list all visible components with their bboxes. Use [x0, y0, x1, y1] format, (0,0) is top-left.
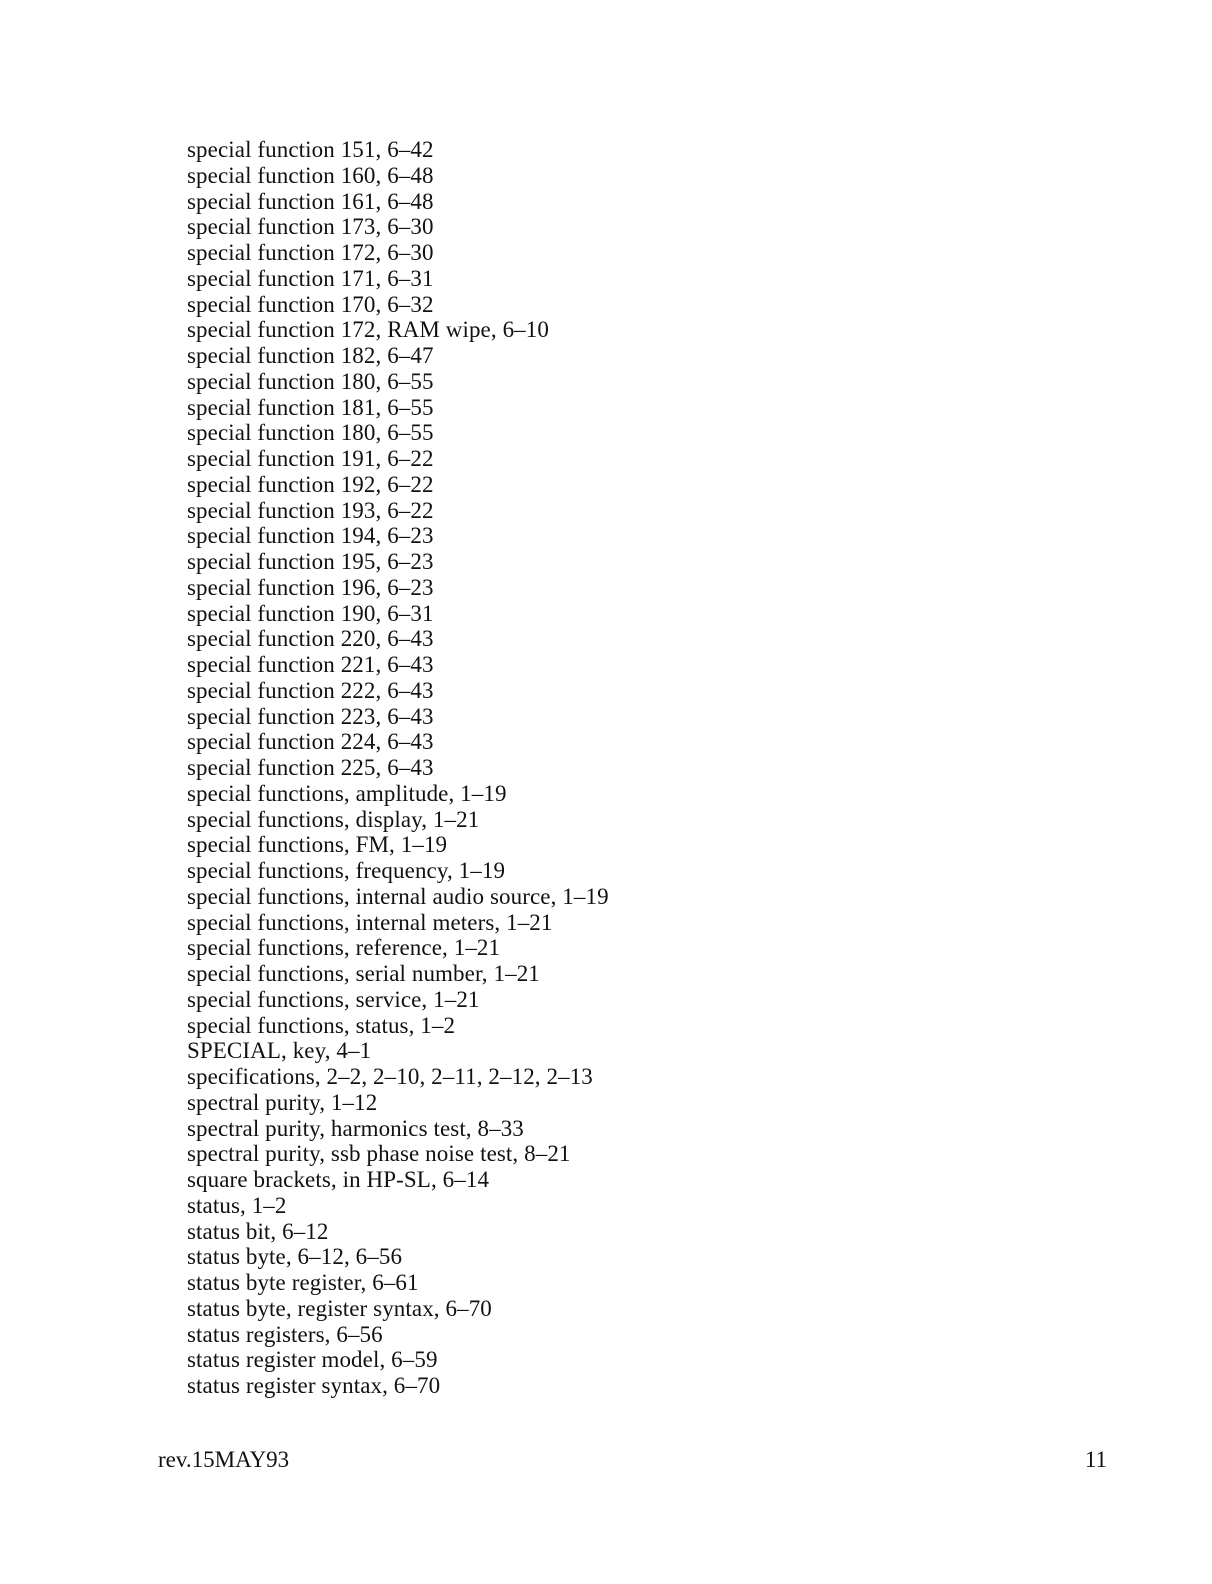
index-entry: SPECIAL, key, 4–1	[187, 1038, 372, 1064]
index-entry: special function 196, 6–23	[187, 574, 434, 600]
index-entry: spectral purity, 1–12	[187, 1089, 378, 1115]
index-entry: special function 193, 6–22	[187, 497, 434, 523]
index-entry: status byte, 6–12, 6–56	[187, 1244, 403, 1270]
index-entry: special function 222, 6–43	[187, 677, 434, 703]
index-entry: status byte register, 6–61	[187, 1270, 419, 1295]
index-entry: special function 224, 6–43	[187, 729, 434, 755]
index-entry: special functions, amplitude, 1–19	[187, 780, 507, 806]
index-entry: special function 225, 6–43	[187, 755, 434, 780]
index-entry: special function 191, 6–22	[187, 446, 434, 471]
index-entry: special function 180, 6–55	[187, 368, 434, 394]
index-entry: special function 151, 6–42	[187, 137, 434, 162]
index-entry: special function 181, 6–55	[187, 394, 434, 420]
index-entry: special function 194, 6–23	[187, 523, 434, 549]
index-entry: special functions, internal audio source, 1–19	[187, 883, 609, 909]
index-entry: special functions, internal meters, 1–21	[187, 909, 553, 935]
index-entry: special function 221, 6–43	[187, 652, 434, 677]
index-entry: status registers, 6–56	[187, 1321, 383, 1347]
revision-label: rev.15MAY93	[158, 1447, 290, 1472]
index-entry: special functions, service, 1–21	[187, 986, 480, 1012]
index-entry: special functions, serial number, 1–21	[187, 961, 540, 986]
index-entry: special function 171, 6–31	[187, 265, 434, 291]
index-entry: special function 173, 6–30	[187, 214, 434, 240]
index-entry: special functions, status, 1–2	[187, 1012, 456, 1038]
index-entry: special function 220, 6–43	[187, 626, 434, 652]
index-entry: status bit, 6–12	[187, 1218, 329, 1244]
index-entry: special function 160, 6–48	[187, 162, 434, 188]
index-entry: special function 223, 6–43	[187, 703, 434, 729]
index-entry: special function 172, RAM wipe, 6–10	[187, 317, 549, 343]
index-entry: square brackets, in HP-SL, 6–14	[187, 1167, 490, 1192]
index-entry: special function 161, 6–48	[187, 188, 434, 214]
index-entry: status register syntax, 6–70	[187, 1373, 441, 1398]
index-entry: special functions, frequency, 1–19	[187, 858, 506, 883]
index-list	[187, 137, 947, 1399]
index-entry: special function 192, 6–22	[187, 471, 434, 497]
index-entry: special functions, display, 1–21	[187, 806, 480, 832]
index-entry: special functions, FM, 1–19	[187, 832, 448, 858]
index-entry: spectral purity, ssb phase noise test, 8–21	[187, 1141, 571, 1167]
index-entry: special function 170, 6–32	[187, 291, 434, 317]
page-number: 11	[1084, 1447, 1107, 1472]
index-entry: special function 180, 6–55	[187, 420, 434, 446]
index-entry: special functions, reference, 1–21	[187, 935, 501, 961]
index-entry: special function 172, 6–30	[187, 240, 434, 265]
index-entry: status register model, 6–59	[187, 1347, 438, 1373]
index-entry: spectral purity, harmonics test, 8–33	[187, 1115, 524, 1141]
index-entry: special function 190, 6–31	[187, 600, 434, 626]
index-entry: status byte, register syntax, 6–70	[187, 1295, 492, 1321]
index-entry: special function 195, 6–23	[187, 549, 434, 574]
index-entry: specifications, 2–2, 2–10, 2–11, 2–12, 2–13	[187, 1064, 593, 1089]
index-entry: special function 182, 6–47	[187, 343, 434, 368]
index-entry: status, 1–2	[187, 1192, 287, 1218]
